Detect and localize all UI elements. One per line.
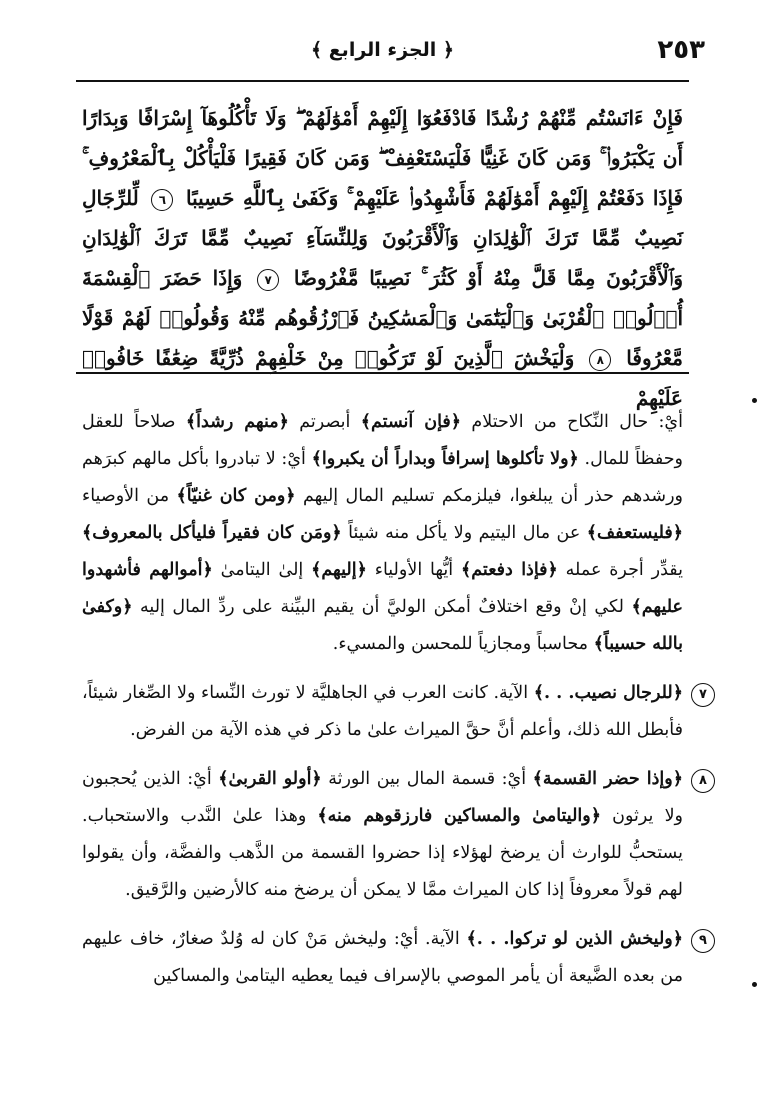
quoted-verse: ﴿ولا تأكلوها إسرافاً وبداراً أن يكبروا﴾: [311, 449, 579, 469]
quoted-verse: ﴿واليتامىٰ والمساكين فارزقوهم منه﴾: [317, 806, 601, 826]
quran-verse-8-text: وَإِذَا حَضَرَ ٱلْقِسْمَةَ أُو۟لُوا۟ ٱلْقُرْبَىٰ وَٱلْيَتَٰمَىٰ وَٱلْمَسَٰكِينُ فَٱرْزُقُوهُم مِّنْهُ وَقُولُوا۟ لَهُمْ قَوْلًا مَّعْرُوفًا: [82, 266, 684, 370]
margin-mark: [752, 982, 757, 987]
tafsir-intro-paragraph: [82, 404, 683, 663]
tafsir-text: محاسباً ومجازياً للمحسن والمسيء.: [332, 634, 594, 654]
ayah-marker-6: ٦: [151, 189, 173, 211]
juz-title: ﴿ الجزء الرابع ﴾: [310, 39, 455, 61]
page-number: ٢٥٣: [657, 35, 705, 65]
tafsir-entry-7-text: [82, 675, 683, 749]
quoted-verse: ﴿منهم رشداً﴾: [185, 412, 289, 432]
tafsir-entry-9: [82, 921, 707, 995]
tafsir-text: عن مال اليتيم ولا يأكل منه شيئاً: [341, 523, 587, 543]
tafsir-text: الآية. أيْ: وليخش مَنْ كان له وُلدٌ صغارٌ، خاف عليهم من بعده الضَّيعة أن يأمر الموصي بالإسراف فيما يعطيه اليتامىٰ والمساكين: [82, 929, 683, 986]
tafsir-block: [82, 404, 707, 995]
tafsir-text: أيْ: قسمة المال بين الورثة: [321, 769, 533, 789]
tafsir-entry-9-text: [82, 921, 683, 995]
margin-mark: [752, 398, 757, 403]
tafsir-text: أيْ: الذين يُحجبون ولا يرثون: [82, 769, 683, 826]
quran-text-block: [82, 98, 683, 418]
quoted-verse: ﴿للرجال نصيب. . .﴾: [533, 683, 683, 703]
quoted-verse: ﴿فإن آنستم﴾: [360, 412, 462, 432]
tafsir-text: أيْ: لا تبادروا بأكل مالهم كبرَهم ورشدهم حذر أن يبلغوا، فيلزمكم تسليم المال إليهم: [82, 449, 683, 506]
tafsir-text: من الأوصياء: [82, 486, 177, 506]
quoted-verse: ﴿فليستعفف﴾: [586, 523, 683, 543]
quoted-verse: ﴿أولو القربىٰ﴾: [218, 769, 322, 789]
quoted-verse: ﴿وإذا حضر القسمة﴾: [532, 769, 684, 789]
ayah-marker-7: ٧: [257, 269, 279, 291]
tafsir-text: أبصرتم: [288, 412, 361, 432]
page-header: [60, 30, 705, 70]
verse-number-badge-8: ٨: [691, 769, 715, 793]
quran-verse-5-text: فَإِنْ ءَانَسْتُم مِّنْهُمْ رُشْدًا فَادْفَعُوٓا إِلَيْهِمْ أَمْوَٰلَهُمْ ۖ وَلَا تَأْكُلُوهَآ إِسْرَافًا وَبِدَارًا أَن يَكْبَرُوا۟ ۚ وَمَن كَانَ غَنِيًّا فَلْيَسْتَعْفِفْ ۖ وَمَن كَانَ فَقِيرًا فَلْيَأْكُلْ بِٱلْمَعْرُوفِ ۚ فَإِذَا دَفَعْتُمْ إِلَيْهِمْ أَمْوَٰلَهُمْ فَأَشْهِدُوا۟ عَلَيْهِمْ ۚ وَكَفَىٰ بِٱللَّهِ حَسِيبًا: [82, 106, 683, 210]
tafsir-text: أيْ: حال النِّكاح من الاحتلام: [461, 412, 683, 432]
tafsir-text: أيُّها الأولياء: [366, 560, 462, 580]
tafsir-text: صلاحاً للعقل وحفظاً للمال.: [82, 412, 683, 469]
tafsir-entry-8-text: [82, 761, 683, 909]
quoted-verse: ﴿ومَن كان فقيراً فليأكل بالمعروف﴾: [82, 523, 342, 543]
section-divider: [76, 372, 689, 374]
tafsir-entry-8: [82, 761, 707, 909]
tafsir-text: لكي إنْ وقع اختلافٌ أمكن الوليَّ أن يقيم البيِّنة على ردِّ المال إليه: [132, 597, 632, 617]
tafsir-text: الآية. كانت العرب في الجاهليَّة لا تورث النِّساء ولا الصِّغار شيئاً، فأبطل الله ذلك، وأعلم أنَّ حقَّ الميراث علىٰ ما ذكر في هذه الآية من الفرض.: [82, 683, 683, 740]
quran-verse-9-text: وَلْيَخْشَ ٱلَّذِينَ لَوْ تَرَكُوا۟ مِنْ خَلْفِهِمْ ذُرِّيَّةً ضِعَٰفًا خَافُوا۟ عَلَيْهِمْ: [82, 346, 683, 410]
quoted-verse: ﴿فإذا دفعتم﴾: [461, 560, 558, 580]
tafsir-text: يقدِّر أجرة عمله: [557, 560, 683, 580]
quoted-verse: ﴿أموالهم فأشهدوا عليهم﴾: [82, 560, 683, 617]
verse-number-badge-9: ٩: [691, 929, 715, 953]
header-divider: [76, 80, 689, 82]
tafsir-text: وهذا علىٰ النَّدب والاستحباب. يستحبُّ للوارث أن يرضخ لهؤلاء إذا حضروا القسمة من الذَّهب والفضَّة، وأن يقولوا لهم قولاً معروفاً إذا كان الميراث ممَّا لا يمكن أن يرضخ منه كالأرضين والرَّقيق.: [82, 806, 683, 900]
ayah-marker-8: ٨: [589, 349, 611, 371]
quoted-verse: ﴿وليخش الذين لو تركوا. . .﴾: [466, 929, 683, 949]
verse-number-badge-7: ٧: [691, 683, 715, 707]
quran-verse-7-text: لِّلرِّجَالِ نَصِيبٌ مِّمَّا تَرَكَ ٱلْوَٰلِدَانِ وَٱلْأَقْرَبُونَ وَلِلنِّسَآءِ نَصِيبٌ مِّمَّا تَرَكَ ٱلْوَٰلِدَانِ وَٱلْأَقْرَبُونَ مِمَّا قَلَّ مِنْهُ أَوْ كَثُرَ ۚ نَصِيبًا مَّفْرُوضًا: [82, 186, 684, 290]
tafsir-entry-7: [82, 675, 707, 749]
quoted-verse: ﴿إليهم﴾: [311, 560, 367, 580]
quoted-verse: ﴿ومن كان غنيّاً﴾: [176, 486, 296, 506]
quoted-verse: ﴿وكفىٰ بالله حسيباً﴾: [82, 597, 683, 654]
tafsir-text: إلىٰ اليتامىٰ: [212, 560, 312, 580]
